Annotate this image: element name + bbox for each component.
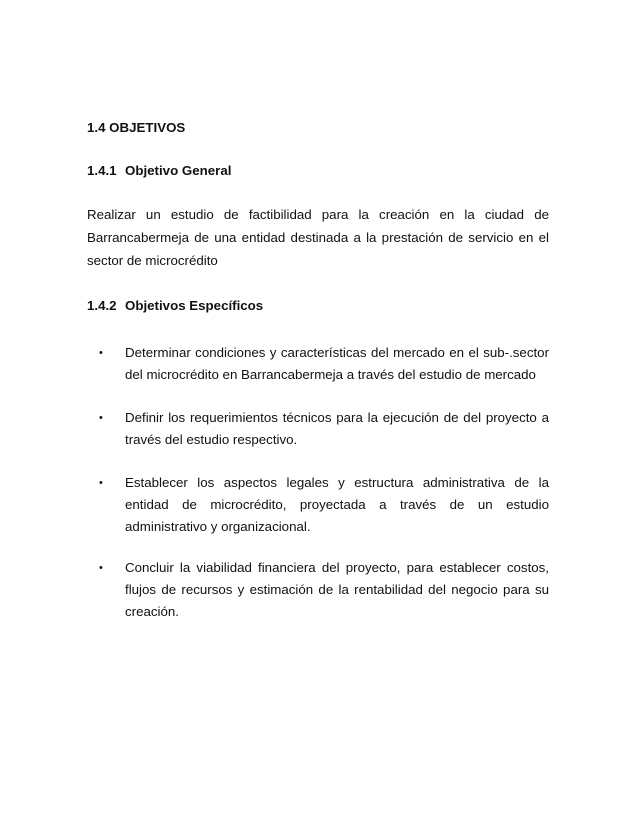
specific-objectives-title: Objetivos Específicos <box>125 298 264 313</box>
list-item <box>87 342 549 386</box>
list-item <box>87 472 549 538</box>
list-item <box>87 557 549 623</box>
bullet-icon: • <box>99 412 103 424</box>
document-content <box>87 119 549 644</box>
specific-objectives-heading <box>87 297 549 314</box>
list-item-text: Concluir la viabilidad financiera del proyecto, para establecer costos, flujos de recursos y estimación de la rentabilidad del negocio para su creación. <box>125 560 549 619</box>
general-objective-text: Realizar un estudio de factibilidad para la creación en la ciudad de Barrancabermeja de una entidad destinada a la prestación de servicio en el sector de microcrédito <box>87 207 549 268</box>
section-title: 1.4 OBJETIVOS <box>87 120 186 135</box>
specific-objectives-number: 1.4.2 <box>87 298 117 313</box>
general-objective-heading <box>87 162 549 179</box>
bullet-icon: • <box>99 347 103 359</box>
general-objective-title: Objetivo General <box>125 163 232 178</box>
bullet-icon: • <box>99 477 103 489</box>
bullet-icon: • <box>99 562 103 574</box>
list-item-text: Determinar condiciones y características del mercado en el sub-.sector del microcrédito en Barrancabermeja a través del estudio de mercado <box>125 345 549 382</box>
general-objective-number: 1.4.1 <box>87 163 117 178</box>
list-item-text: Definir los requerimientos técnicos para la ejecución de del proyecto a través del estudio respectivo. <box>125 410 549 447</box>
list-item-text: Establecer los aspectos legales y estructura administrativa de la entidad de microcrédito, proyectada a través de un estudio administrativo y organizacional. <box>125 475 549 534</box>
list-item <box>87 407 549 451</box>
specific-objectives-list <box>87 342 549 623</box>
